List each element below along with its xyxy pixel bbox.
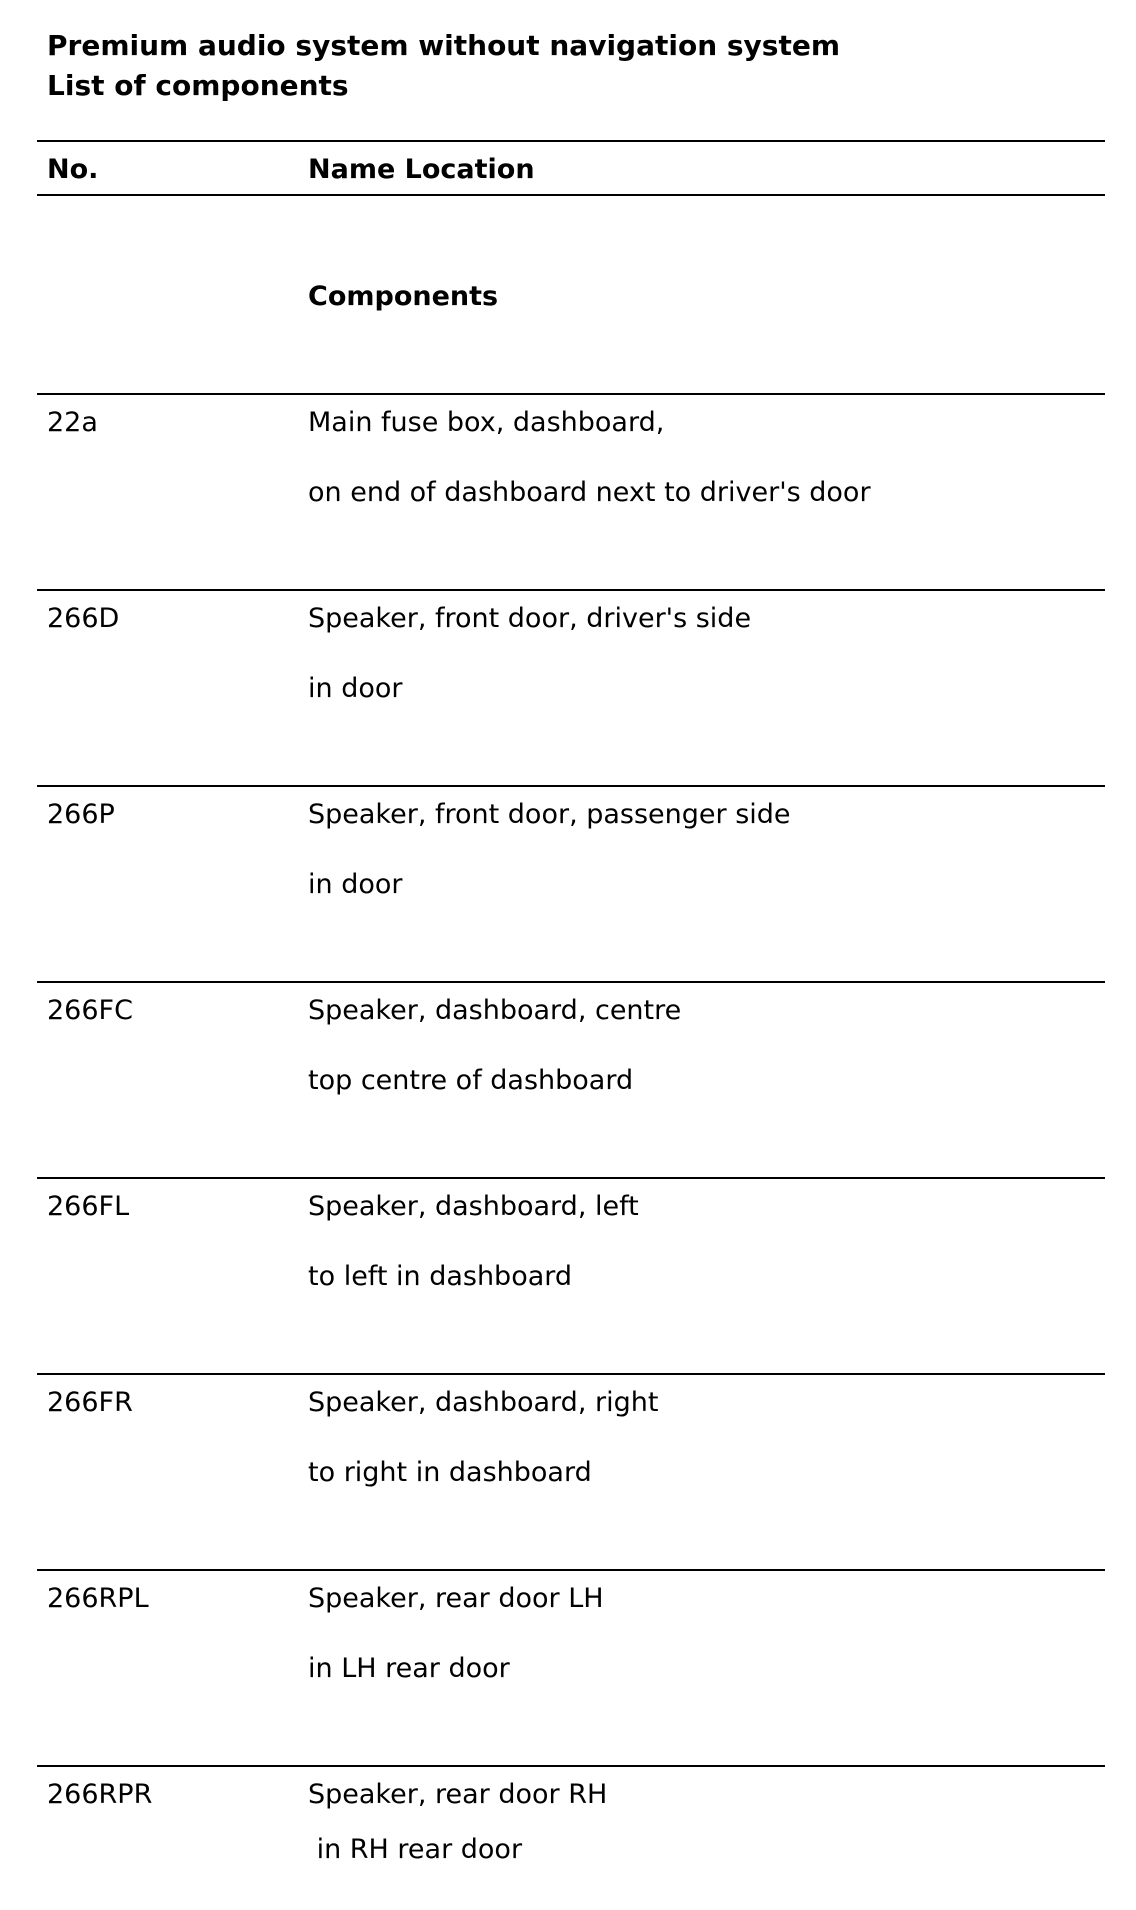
row-location: in door bbox=[308, 673, 403, 704]
row-name: Speaker, dashboard, centre bbox=[308, 995, 682, 1026]
row-number: 266P bbox=[47, 799, 115, 830]
row-location: top centre of dashboard bbox=[308, 1065, 634, 1096]
row-number: 22a bbox=[47, 407, 98, 438]
row-location: in door bbox=[308, 869, 403, 900]
title-line-2: List of components bbox=[47, 69, 349, 102]
row-name: Speaker, front door, passenger side bbox=[308, 799, 791, 830]
row-location: on end of dashboard next to driver's door bbox=[308, 477, 871, 508]
row-name: Speaker, dashboard, left bbox=[308, 1191, 639, 1222]
row-rule bbox=[37, 393, 1105, 395]
row-number: 266D bbox=[47, 603, 120, 634]
row-location: in RH rear door bbox=[308, 1834, 523, 1865]
row-number: 266FR bbox=[47, 1387, 133, 1418]
row-location: to right in dashboard bbox=[308, 1457, 592, 1488]
row-number: 266RPR bbox=[47, 1779, 153, 1810]
row-rule bbox=[37, 981, 1105, 983]
row-name: Speaker, rear door LH bbox=[308, 1583, 604, 1614]
row-rule bbox=[37, 1177, 1105, 1179]
header-bottom-rule bbox=[37, 194, 1105, 196]
row-number: 266RPL bbox=[47, 1583, 149, 1614]
row-name: Speaker, dashboard, right bbox=[308, 1387, 659, 1418]
row-rule bbox=[37, 1569, 1105, 1571]
row-number: 266FL bbox=[47, 1191, 130, 1222]
header-no: No. bbox=[47, 154, 99, 185]
row-name: Speaker, rear door RH bbox=[308, 1779, 608, 1810]
row-name: Speaker, front door, driver's side bbox=[308, 603, 752, 634]
section-label: Components bbox=[308, 281, 499, 312]
row-rule bbox=[37, 1373, 1105, 1375]
table-top-rule bbox=[37, 140, 1105, 142]
row-rule bbox=[37, 589, 1105, 591]
title-line-1: Premium audio system without navigation system bbox=[47, 29, 841, 62]
header-name-location: Name Location bbox=[308, 154, 535, 185]
row-location: to left in dashboard bbox=[308, 1261, 573, 1292]
row-number: 266FC bbox=[47, 995, 133, 1026]
row-name: Main fuse box, dashboard, bbox=[308, 407, 665, 438]
row-rule bbox=[37, 1765, 1105, 1767]
row-location: in LH rear door bbox=[308, 1653, 510, 1684]
row-rule bbox=[37, 785, 1105, 787]
